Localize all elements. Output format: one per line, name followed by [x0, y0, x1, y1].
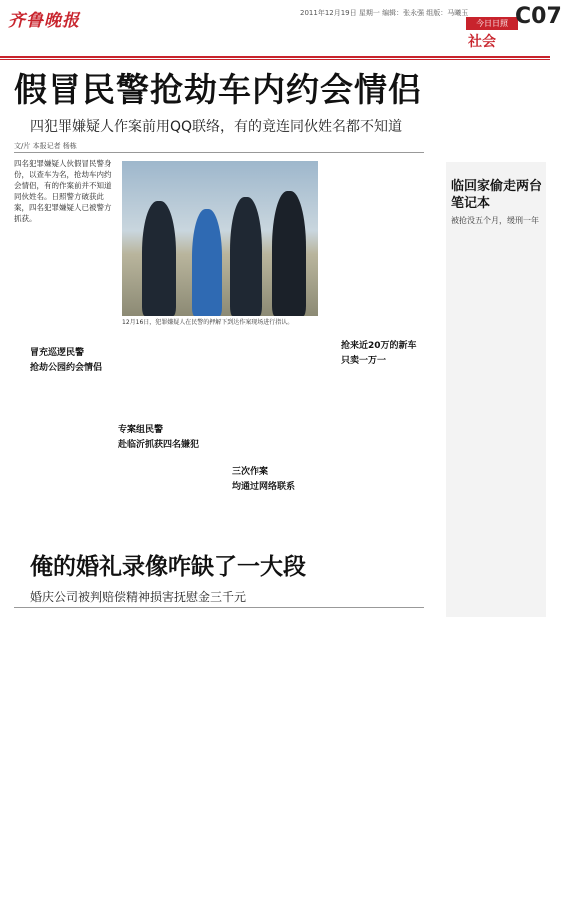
section-title: 社会 [468, 34, 496, 50]
police-figure [230, 197, 262, 316]
col-b-text [118, 452, 216, 532]
story2-divider [14, 607, 424, 608]
edition-badge: 今日日照 [466, 17, 518, 30]
col-a-subhead2: 抢劫公园约会情侣 [30, 363, 103, 373]
col-d-subhead1: 抢来近20万的新车 [341, 341, 417, 351]
sidebar-text [451, 232, 543, 612]
col-c-subhead2: 均通过网络联系 [232, 482, 296, 492]
story1-headline: 假冒民警抢劫车内约会情侣 [14, 70, 422, 109]
col-b-subhead2: 赴临沂抓获四名嫌犯 [118, 440, 200, 450]
sidebar-subtitle: 被抢没五个月，缓刑一年 [451, 216, 539, 225]
col-d-text [328, 368, 428, 533]
story2-headline: 俺的婚礼录像咋缺了一大段 [30, 554, 306, 580]
story1-subheadline: 四犯罪嫌疑人作案前用QQ联络，有的竟连同伙姓名都不知道 [30, 119, 403, 135]
newspaper-logo: 齐鲁晚报 [8, 11, 80, 31]
masthead-rule [0, 56, 550, 58]
photo-caption: 12月16日，犯罪嫌疑人在民警的押解下到达作案现场进行指认。 [122, 319, 294, 326]
col-d-subhead2: 只卖一万一 [341, 356, 387, 366]
story1-byline: 文/片 本报记者 杨栋 [14, 142, 77, 150]
story1-lead: 四名犯罪嫌疑人伙假冒民警身份，以查车为名，抢劫车内约会情侣，有的作案前并不知道同伙姓名。日照警方破获此案，四名犯罪嫌疑人已被警方抓获。 [14, 159, 112, 223]
police-figure [272, 191, 306, 316]
date-line: 2011年12月19日 星期一 编辑：张永强 组版：马曦玉 [300, 9, 469, 17]
sidebar-title: 临回家偷走两台笔记本 [451, 179, 543, 211]
story2-text [14, 614, 538, 914]
masthead-rule-thin [0, 59, 550, 60]
col-a-subhead1: 冒充巡逻民警 [30, 348, 85, 358]
police-figure [142, 201, 176, 316]
page-number: C07 [515, 4, 562, 29]
col-b-subhead1: 专案组民警 [118, 425, 164, 435]
story1-divider [14, 152, 424, 153]
col-c-subhead1: 三次作案 [232, 467, 269, 477]
col-a-text [14, 375, 112, 533]
story2-subheadline: 婚庆公司被判赔偿精神损害抚慰金三千元 [30, 590, 247, 604]
suspect-figure [192, 209, 222, 316]
col-c-text [222, 494, 322, 532]
news-photo [122, 161, 318, 316]
